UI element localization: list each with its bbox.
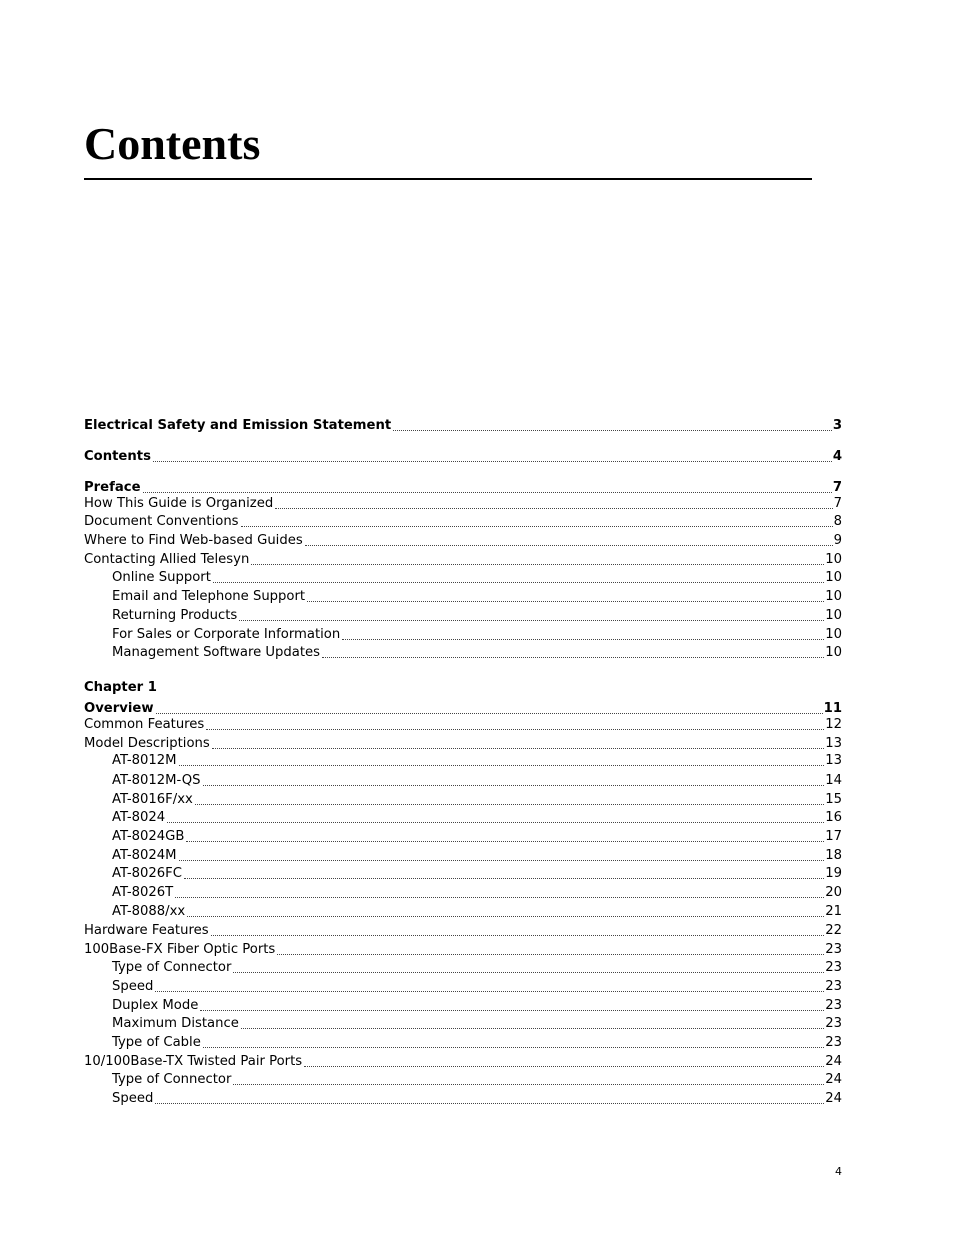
toc-leader-dots (212, 732, 824, 749)
toc-entry-page: 20 (825, 885, 842, 900)
toc-entry-label: Document Conventions (84, 514, 239, 529)
toc-entry-page: 18 (825, 848, 842, 863)
toc-leader-dots (241, 1012, 824, 1029)
toc-entry-label: Duplex Mode (112, 998, 199, 1013)
toc-entry-label: AT-8016F/xx (112, 792, 193, 807)
toc-entry-page: 23 (825, 998, 842, 1013)
toc-entry-page: 21 (825, 904, 842, 919)
toc-entry-label: How This Guide is Organized (84, 496, 274, 511)
toc-entry-label: Email and Telephone Support (112, 589, 306, 604)
toc-entry-label: 100Base-FX Fiber Optic Ports (84, 942, 276, 957)
toc-entry-label: AT-8026FC (112, 866, 182, 881)
toc-leader-dots (275, 492, 832, 509)
toc-leader-dots (251, 548, 824, 565)
chapter-heading: Chapter 1 (84, 680, 157, 695)
toc-leader-dots (184, 862, 824, 879)
toc-leader-dots (167, 806, 824, 823)
toc-entry-page: 10 (825, 589, 842, 604)
toc-entry-page: 10 (825, 608, 842, 623)
toc-entry-label: For Sales or Corporate Information (112, 627, 341, 642)
toc-leader-dots (179, 749, 825, 766)
page-number: 4 (835, 1165, 842, 1178)
toc-leader-dots (277, 938, 824, 955)
toc-leader-dots (143, 476, 832, 493)
toc-entry-page: 9 (833, 533, 842, 548)
toc-entry-page: 17 (825, 829, 842, 844)
toc-entry[interactable] (112, 751, 842, 770)
toc-entry[interactable] (84, 447, 842, 466)
toc-entry-label: AT-8012M-QS (112, 773, 201, 788)
toc-entry-label: Hardware Features (84, 923, 209, 938)
toc-leader-dots (175, 881, 824, 898)
toc-entry-label: Returning Products (112, 608, 238, 623)
toc-leader-dots (203, 769, 825, 786)
toc-entry-page: 19 (825, 866, 842, 881)
toc-leader-dots (203, 1031, 824, 1048)
toc-leader-dots (153, 445, 832, 462)
toc-entry-page: 23 (825, 979, 842, 994)
toc-entry-label: 10/100Base-TX Twisted Pair Ports (84, 1054, 303, 1069)
toc-entry-label: AT-8024M (112, 848, 177, 863)
toc-leader-dots (393, 414, 832, 431)
toc-entry-page: 10 (825, 552, 842, 567)
toc-entry-page: 23 (825, 1016, 842, 1031)
toc-entry-label: Speed (112, 1091, 154, 1106)
toc-entry-label: Electrical Safety and Emission Statement (84, 418, 392, 433)
toc-entry-label: Type of Connector (112, 960, 232, 975)
toc-entry-page: 13 (825, 753, 842, 768)
toc-entry-label: Where to Find Web-based Guides (84, 533, 303, 548)
toc-entry-page: 4 (832, 449, 842, 464)
toc-entry-page: 15 (825, 792, 842, 807)
toc-entry-label: AT-8024GB (112, 829, 185, 844)
toc-leader-dots (307, 585, 824, 602)
toc-entry-label: Model Descriptions (84, 736, 210, 751)
toc-entry-page: 24 (825, 1091, 842, 1106)
toc-leader-dots (211, 919, 825, 936)
toc-leader-dots (233, 1068, 824, 1085)
toc-leader-dots (305, 529, 833, 546)
toc-entry-label: Overview (84, 701, 154, 716)
toc-entry-page: 23 (825, 1035, 842, 1050)
toc-leader-dots (155, 1087, 824, 1104)
toc-leader-dots (179, 844, 825, 861)
toc-entry-label: AT-8088/xx (112, 904, 186, 919)
toc-leader-dots (155, 975, 824, 992)
toc-entry-label: Type of Connector (112, 1072, 232, 1087)
toc-entry-label: AT-8026T (112, 885, 174, 900)
toc-leader-dots (195, 788, 824, 805)
toc-leader-dots (213, 566, 824, 583)
toc-entry-label: Maximum Distance (112, 1016, 239, 1031)
toc-entry[interactable] (112, 1089, 842, 1108)
toc-entry-label: Speed (112, 979, 154, 994)
toc-entry-page: 16 (825, 810, 842, 825)
toc-entry-label: AT-8024 (112, 810, 166, 825)
toc-entry-label: Contents (84, 449, 151, 464)
toc-entry[interactable] (84, 416, 842, 435)
toc-entry-page: 23 (825, 960, 842, 975)
toc-entry-label: Type of Cable (112, 1035, 201, 1050)
toc-leader-dots (342, 623, 824, 640)
toc-entry[interactable] (112, 643, 842, 662)
toc-leader-dots (156, 697, 823, 714)
toc-entry-page: 7 (832, 480, 842, 495)
toc-leader-dots (233, 956, 824, 973)
toc-leader-dots (200, 994, 824, 1011)
toc-leader-dots (241, 510, 833, 527)
toc-entry-page: 22 (825, 923, 842, 938)
toc-leader-dots (187, 900, 824, 917)
toc-entry-page: 23 (825, 942, 842, 957)
toc-entry-label: Preface (84, 480, 141, 495)
toc-entry-page: 10 (825, 570, 842, 585)
toc-entry-page: 3 (832, 418, 842, 433)
toc-leader-dots (239, 604, 824, 621)
toc-entry-page: 10 (825, 645, 842, 660)
toc-leader-dots (322, 641, 824, 658)
toc-entry-label: Common Features (84, 717, 205, 732)
toc-entry-page: 7 (833, 496, 842, 511)
toc-entry-page: 10 (825, 627, 842, 642)
toc-leader-dots (186, 825, 824, 842)
toc-entry-label: Online Support (112, 570, 211, 585)
toc-entry-page: 14 (825, 773, 842, 788)
toc-entry-page: 24 (825, 1072, 842, 1087)
toc-entry-page: 24 (825, 1054, 842, 1069)
page-title: Contents (84, 118, 261, 169)
title-rule (84, 178, 812, 180)
toc-entry-label: Management Software Updates (112, 645, 321, 660)
toc-entry-label: Contacting Allied Telesyn (84, 552, 250, 567)
toc-entry-label: AT-8012M (112, 753, 177, 768)
toc-entry-page: 12 (825, 717, 842, 732)
toc-entry-page: 11 (823, 701, 842, 716)
toc-entry-page: 13 (825, 736, 842, 751)
toc-leader-dots (206, 713, 824, 730)
toc-entry-page: 8 (833, 514, 842, 529)
toc-leader-dots (304, 1050, 824, 1067)
